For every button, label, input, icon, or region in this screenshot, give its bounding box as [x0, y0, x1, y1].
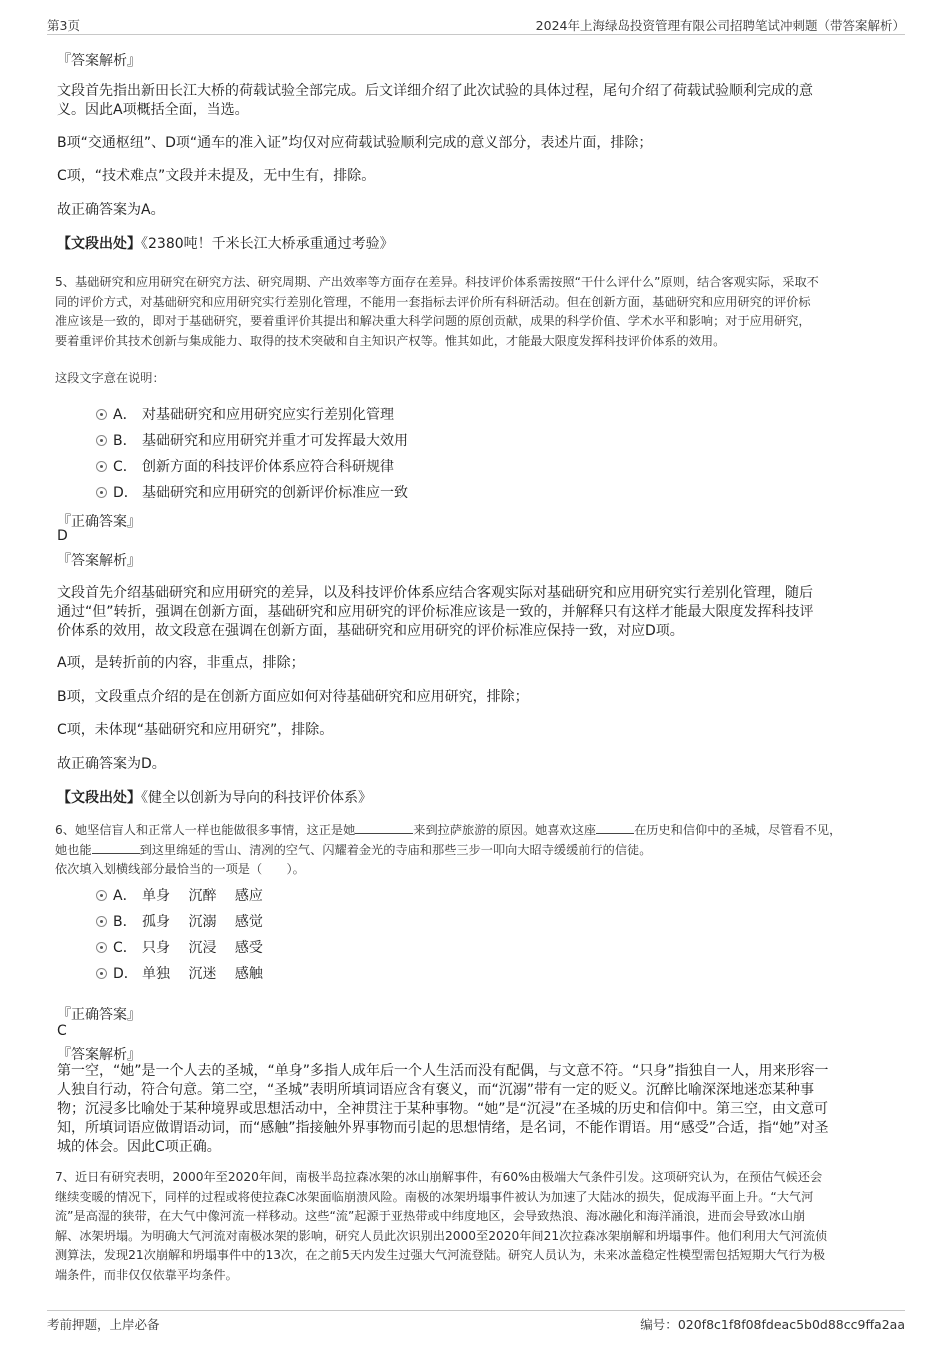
- option-letter: C．: [113, 459, 137, 475]
- document-title: 2024年上海绿岛投资管理有限公司招聘笔试冲刺题（带答案解析）: [535, 18, 905, 33]
- q4-analysis-option-c: C项，“技术难点”文段并未提及，无中生有，排除。: [57, 168, 376, 184]
- q6-stem-line: [55, 841, 895, 861]
- radio-icon[interactable]: [96, 890, 107, 901]
- radio-icon[interactable]: [96, 409, 107, 420]
- q6-correct-label: 『正确答案』: [57, 1007, 141, 1023]
- option-letter: A．: [113, 888, 137, 904]
- document-code: [640, 1315, 905, 1333]
- q6-analysis-line: 城的体会。因此C项正确。: [57, 1139, 221, 1155]
- q6-option-c[interactable]: [96, 937, 263, 957]
- option-text: 创新方面的科技评价体系应符合科研规律: [142, 459, 394, 475]
- option-text: 基础研究和应用研究并重才可发挥最大效用: [142, 433, 408, 449]
- q6-analysis-label: 『答案解析』: [57, 1047, 141, 1063]
- q6-analysis-paragraph: [57, 1062, 887, 1157]
- q6-stem-text: 在历史和信仰中的圣城，尽管看不见，: [634, 823, 842, 837]
- q6-analysis-line: 物；沉浸多比喻处于某种境界或思想活动中，全神贯注于某种事物。“她”是“沉浸”在圣城的历史和信仰中。第三空，由文意可: [57, 1101, 829, 1117]
- footer-slogan: 考前押题，上岸必备: [47, 1317, 160, 1332]
- option-letter: B．: [113, 914, 137, 930]
- option-letter: D．: [113, 485, 138, 501]
- q6-analysis-line: 知，所填词语应做谓语动词，而“感触”指接触外界事物而引起的思想情绪，是名词，不能作谓语。用“感受”合适，指“她”对圣: [57, 1120, 829, 1136]
- q4-source-title: 《2380吨！千米长江大桥承重通过考验》: [141, 236, 394, 252]
- q6-analysis-line: 人独自行动，符合句意。第二空，“圣城”表明所填词语应含有褒义，而“沉溺”带有一定的贬义。沉醉比喻深深地迷恋某种事: [57, 1082, 815, 1098]
- option-text: 对基础研究和应用研究应实行差别化管理: [142, 407, 394, 423]
- option-text: 单独 沉迷 感触: [142, 966, 263, 982]
- option-letter: B．: [113, 433, 137, 449]
- q5-option-b[interactable]: [96, 430, 408, 450]
- q7-stem-line: 端条件，而非仅仅依靠平均条件。: [55, 1267, 238, 1282]
- q6-stem-text: 6、她坚信盲人和正常人一样也能做很多事情，这正是她: [55, 823, 356, 837]
- page-number: 第3页: [47, 18, 80, 33]
- q5-final-answer: 故正确答案为D。: [57, 756, 166, 772]
- radio-icon[interactable]: [96, 435, 107, 446]
- q6-analysis-line: 第一空，“她”是一个人去的圣城，“单身”多指人成年后一个人生活而没有配偶，与文意不符。“只身”指独自一人，用来形容一: [57, 1063, 829, 1079]
- page-header: [47, 14, 905, 35]
- q6-stem-line: 依次填入划横线部分最恰当的一项是（ ）。: [55, 862, 305, 876]
- q5-source-title: 《健全以创新为导向的科技评价体系》: [141, 790, 372, 806]
- radio-icon[interactable]: [96, 942, 107, 953]
- q5-prompt: 这段文字意在说明：: [55, 371, 165, 385]
- blank-1: [355, 821, 413, 834]
- q6-stem-line: [55, 821, 895, 841]
- q6-stem-text: 到这里绵延的雪山、清冽的空气、闪耀着金光的寺庙和那些三步一叩向大昭寺缓缓前行的信徒。: [139, 842, 652, 857]
- q7-stem-line: 解、冰架坍塌。为明确大气河流对南极冰架的影响，研究人员此次识别出2000至2020年间21次拉森冰架崩解和坍塌事件。他们利用大气河流侦: [55, 1228, 828, 1243]
- q7-stem-line: 继续变暖的情况下，同样的过程或将使拉森C冰架面临崩溃风险。南极的冰架坍塌事件被认为加速了大陆冰的损失，促成海平面上升。“大气河: [55, 1189, 814, 1204]
- q5-stem-line: 5、基础研究和应用研究在研究方法、研究周期、产出效率等方面存在差异。科技评价体系需按照“干什么评什么”原则，结合客观实际，采取不: [55, 275, 819, 289]
- q5-correct-answer: D: [57, 528, 68, 544]
- code-label: 编号：: [640, 1317, 678, 1332]
- page-footer: [47, 1310, 905, 1333]
- q6-option-b[interactable]: [96, 911, 263, 931]
- q4-analysis-option-bd: B项“交通枢纽”、D项“通车的准入证”均仅对应荷载试验顺利完成的意义部分，表述片面，排除；: [57, 135, 653, 151]
- q6-option-d[interactable]: [96, 963, 263, 983]
- q5-option-d[interactable]: [96, 482, 408, 502]
- option-text: 孤身 沉溺 感觉: [142, 914, 263, 930]
- q5-stem-line: 准应该是一致的，即对于基础研究，要着重评价其提出和解决重大科学问题的原创贡献，成果的科学价值、学术水平和影响；对于应用研究，: [55, 314, 811, 328]
- q6-stem: [55, 821, 895, 880]
- radio-icon[interactable]: [96, 916, 107, 927]
- q4-analysis-paragraph: [57, 82, 887, 120]
- q7-stem-line: 7、近日有研究表明，2000年至2020年间，南极半岛拉森冰架的冰山崩解事件，有60%由极端大气条件引发。这项研究认为，在预估气候还会: [55, 1170, 823, 1184]
- q5-stem: [55, 273, 895, 351]
- q5-source: [57, 789, 887, 808]
- q5-stem-line: 要着重评价其技术创新与集成能力、取得的技术突破和自主知识产权等。惟其如此，才能最大限度发挥科技评价体系的效用。: [55, 333, 726, 348]
- q4-source-label: 【文段出处】: [57, 236, 141, 252]
- blank-2: [596, 821, 634, 834]
- q5-analysis-paragraph: [57, 584, 887, 641]
- q5-source-label: 【文段出处】: [57, 790, 141, 806]
- blank-3: [92, 841, 140, 854]
- q4-analysis-line: 文段首先指出新田长江大桥的荷载试验全部完成。后文详细介绍了此次试验的具体过程，尾句介绍了荷载试验顺利完成的意: [57, 83, 813, 99]
- q5-analysis-option-b: B项，文段重点介绍的是在创新方面应如何对待基础研究和应用研究，排除；: [57, 689, 529, 705]
- radio-icon[interactable]: [96, 968, 107, 979]
- q6-correct-answer: C: [57, 1023, 67, 1039]
- q5-analysis-line: 价体系的效用，故文段意在强调在创新方面，基础研究和应用研究的评价标准应保持一致，对应D项。: [57, 623, 684, 639]
- option-text: 只身 沉浸 感受: [142, 940, 263, 956]
- q5-analysis-line: 文段首先介绍基础研究和应用研究的差异，以及科技评价体系应结合客观实际对基础研究和应用研究实行差别化管理，随后: [57, 585, 813, 601]
- q6-option-a[interactable]: [96, 885, 263, 905]
- q6-stem-text: 她也能: [55, 842, 92, 857]
- q7-stem: [55, 1168, 895, 1285]
- q5-option-c[interactable]: [96, 456, 394, 476]
- q4-final-answer: 故正确答案为A。: [57, 202, 165, 218]
- q7-stem-line: 流”是高湿的狭带，在大气中像河流一样移动。这些“流”起源于亚热带或中纬度地区，会导致热浪、海冰融化和海洋涌浪，进而会导致冰山崩: [55, 1209, 806, 1223]
- q5-analysis-option-c: C项，未体现“基础研究和应用研究”，排除。: [57, 722, 334, 738]
- q4-source: [57, 235, 887, 254]
- option-letter: A．: [113, 407, 137, 423]
- q4-analysis-line: 义。因此A项概括全面，当选。: [57, 102, 249, 118]
- option-text: 单身 沉醉 感应: [142, 888, 263, 904]
- q7-stem-line: 测算法，发现21次崩解和坍塌事件中的13次，在之前5天内发生过强大气河流登陆。研究人员认为，未来冰盖稳定性模型需包括短期大气行为极: [55, 1248, 826, 1262]
- option-letter: C．: [113, 940, 137, 956]
- q5-analysis-option-a: A项，是转折前的内容，非重点，排除；: [57, 655, 305, 671]
- q6-stem-text: 来到拉萨旅游的原因。她喜欢这座: [413, 823, 597, 837]
- q5-option-a[interactable]: [96, 404, 394, 424]
- q5-correct-label: 『正确答案』: [57, 514, 141, 530]
- option-text: 基础研究和应用研究的创新评价标准应一致: [142, 485, 408, 501]
- radio-icon[interactable]: [96, 461, 107, 472]
- q5-stem-line: 同的评价方式，对基础研究和应用研究实行差别化管理，不能用一套指标去评价所有科研活动。但在创新方面，基础研究和应用研究的评价标: [55, 294, 811, 309]
- q4-analysis-label: 『答案解析』: [57, 53, 141, 69]
- code-value: 020f8c1f8f08fdeac5b0d88cc9ffa2aa: [677, 1317, 905, 1332]
- radio-icon[interactable]: [96, 487, 107, 498]
- q5-analysis-line: 通过“但”转折，强调在创新方面，基础研究和应用研究的评价标准应该是一致的，并解释只有这样才能最大限度发挥科技评: [57, 604, 814, 620]
- option-letter: D．: [113, 966, 138, 982]
- q5-analysis-label: 『答案解析』: [57, 553, 141, 569]
